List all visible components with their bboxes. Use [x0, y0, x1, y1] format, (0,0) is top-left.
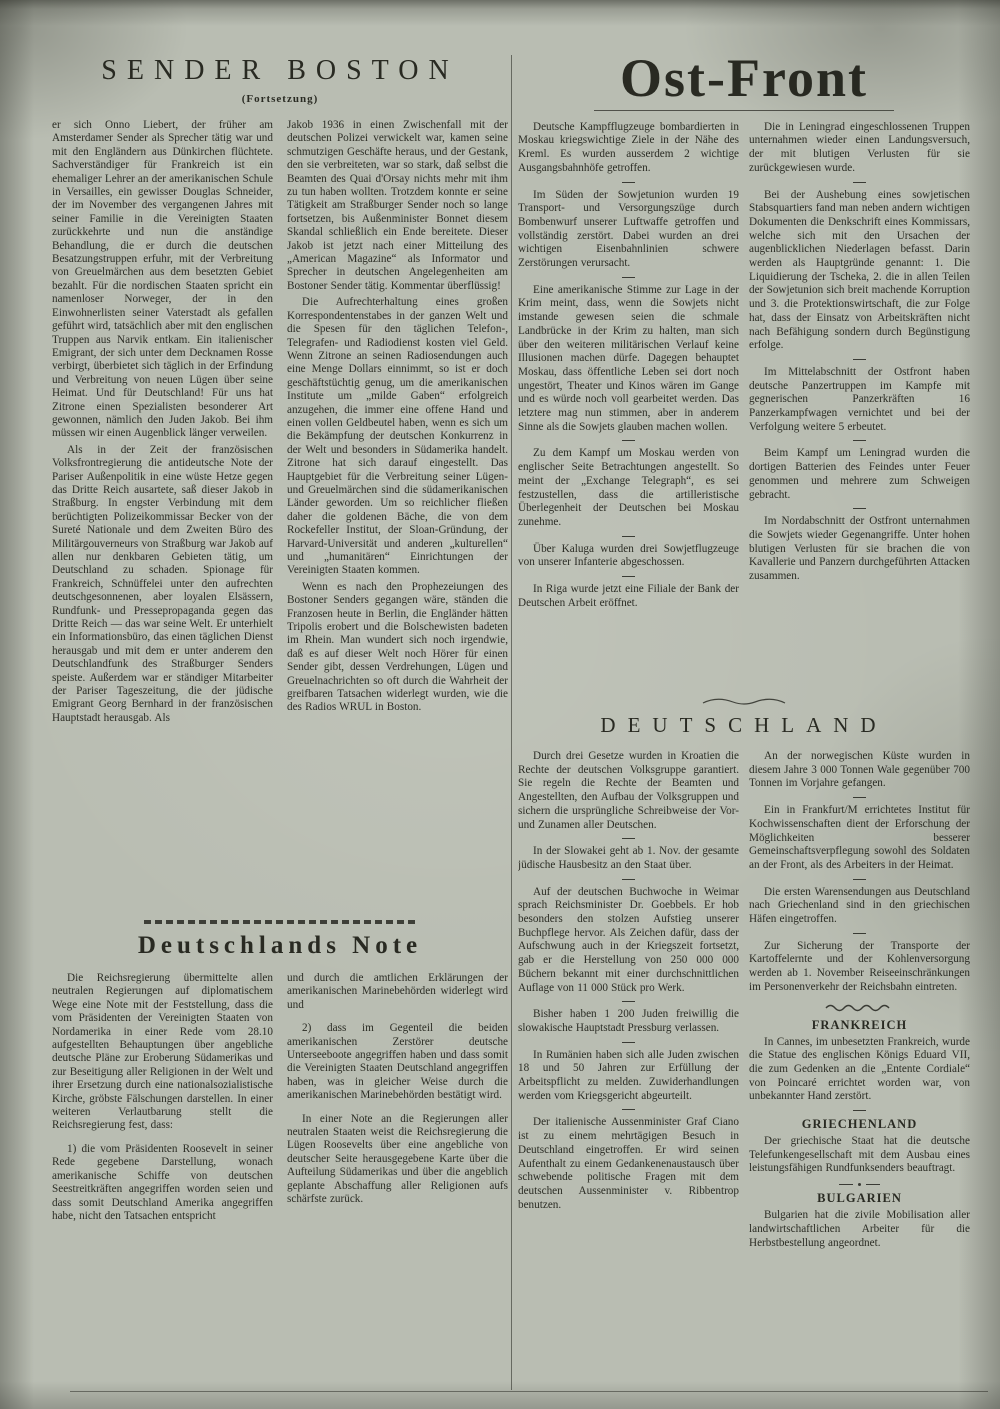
subsection-heading-frankreich: FRANKREICH: [811, 1017, 908, 1032]
article-paragraph: Die ersten Warensendungen aus Deutschland nach Griechenland sind in den griechischen Häfen eingetroffen.: [749, 885, 970, 926]
paragraph-dash-divider: [853, 508, 866, 509]
deutschlands-note-title: Deutschlands Note: [137, 932, 423, 959]
deutschland-column-2: [749, 750, 970, 1250]
article-paragraph: Deutsche Kampfflugzeuge bombardierten in Moskau kriegswichtige Ziele in der Nähe des Kreml. Es wurden ausserdem 2 wichtige Ausgangsbahnhöfe getroffen.: [518, 120, 739, 174]
article-paragraph: er sich Onno Liebert, der früher am Amsterdamer Sender als Sprecher tätig war und mit den Engländern aus Dünkirchen flüchtete. Sachverständiger für Frankreich ist ein ehemaliger Lehrer an der amerikanischen Schule in Versailles, ein gewisser Douglas Schneider, der im November des vergangenen Jahres mit seiner Familie in die Vereinigten Staaten zurückkehrte und nun die anständige Behandlung, die er durch die deutschen Besatzungstruppen erfuhr, mit der Verbreitung von Greuelmärchen aus dem besetzten Gebiet bezahlt. Für die nordischen Staaten spricht ein namenloser Norweger, der in den Einwohnerlisten seiner Vaterstadt als gefallen geführt wird, tatsächlich aber mit den englischen Truppen aus Narvik entkam. Ein italienischer Emigrant, der sich unter dem Decknamen Rosse verbirgt, überbietet sich täglich in der Erfindung und Verbreitung von neuen Lügen über seine Heimat. Und für Deutschland! Für uns hat Zitrone einen Spezialisten besonderer Art gewonnen, nämlich den Juden Jakob. Bei ihm müssen wir einen Augenblick länger verweilen.: [52, 119, 273, 440]
article-paragraph: Als in der Zeit der französischen Volksfrontregierung die antideutsche Note der Pariser Außenpolitik in eine wüste Hetze gegen das Dritte Reich ausartete, saß dieser Jakob in Straßburg. In engster Verbindung mit dem berüchtigten Polizeikommissar Becker von der Sureté Nationale und dem Zweiten Büro des Militärgouverneurs von Straßburg war Jakob auf allen nur denkbaren Gebieten tätig, um Deutschland zu schaden. Spionage für Frankreich, Schnüffelei unter den aufrechten deutschgesonnenen, aber loyalen Elsässern, Rundfunk- und Pressepropaganda gegen das Dritte Reich — das war seine Welt. Er unterhielt ein Informationsbüro, das einen täglichen Dienst herausgab und mit dem er unter anderem den Deutschlandfunk des Straßburger Senders speiste. Außerdem war er ständiger Mitarbeiter der Pariser Tageszeitung, die der jüdische Emigrant Georg Bernhard in der französischen Hauptstadt herausgab. Als: [52, 443, 273, 724]
article-paragraph: In Rumänien haben sich alle Juden zwischen 18 und 50 Jahren zur Erfüllung der Arbeitspflicht zu melden. Zuwiderhandlungen werden vom Kriegsgericht abgeurteilt.: [518, 1048, 739, 1102]
article-paragraph: Im Nordabschnitt der Ostfront unternahmen die Sowjets wieder Gegenangriffe. Unter hohen blutigen Verlusten für sie brachen die von Kavallerie und Panzern durchgeführten Attacken zusammen.: [749, 515, 970, 583]
article-paragraph: Auf der deutschen Buchwoche in Weimar sprach Reichsminister Dr. Goebbels. Er hob besonders den stolzen Aufstieg unserer Buchpflege hervor. Als Zeichen dafür, dass der Aufschwung auch in der Kriegszeit fortsetzt, gab er die Herstellung von 250 000 000 Büchern bekannt mit einer durchschnittlichen Auflage von 11 000 Stück pro Werk.: [518, 885, 739, 994]
note-column-1: [52, 972, 273, 1233]
article-paragraph: Die Reichsregierung übermittelte allen neutralen Regierungen auf diplomatischem Wege eine Note mit der Feststellung, dass die vom Präsidenten der Vereinigten Staaten von Nordamerika in einer Rede vom 28.10 aufgestellten Behauptungen über angebliche deutsche Pläne zur Eroberung Südamerikas und zur Beseitigung aller Religionen in der Welt und ihrer Ersetzung durch eine nationalsozialistische Kirche, gröbste Fälschungen darstellen. In einer weiteren Verlautbarung stellt die Reichsregierung fest, dass:: [52, 972, 273, 1132]
article-paragraph: In der Slowakei geht ab 1. Nov. der gesamte jüdische Hausbesitz an den Staat über.: [518, 845, 739, 871]
title-underline-rule: [594, 110, 894, 111]
article-paragraph: Im Mittelabschnitt der Ostfront haben deutsche Panzertruppen im Kampfe mit gegnerischen Panzerkräften 16 Panzerkampfwagen vernichtet und bei der Verfolgung weitere 5 erbeutet.: [749, 365, 970, 433]
article-paragraph: Die Aufrechterhaltung eines großen Korrespondentenstabes in der ganzen Welt und die Spesen für den täglichen Telefon-, Telegrafen- und Radiodienst kosten viel Geld. Wenn Zitrone an seinen Radiosendungen auch eine Menge Dollars einnimmt, so ist er doch geschäftstüchtig genug, um die amerikanischen Institute um „milde Gaben“ erfolgreich anzugehen, die immer eine offene Hand und einen vollen Geldbeutel haben, wenn es sich um die Bekämpfung der deutschen Konkurrenz in der Welt und besonders in Südamerika handelt. Zitrone hat sich darauf eingestellt. Das Hauptgebiet für die Verbreitung seiner Lügen- und Greuelmärchen sind die südamerikanischen Länder geworden. Um so reichlicher fließen daher die goldenen Bäche, die von dem Rockefeller Institut, der Sloan-Gründung, der Harvard-Universität und anderen „kulturellen“ und „humanitären“ Einrichtungen der Vereinigten Staaten kommen.: [287, 296, 508, 577]
article-paragraph: Bulgarien hat die zivile Mobilisation aller landwirtschaftlichen Arbeiter für die Herbstbestellung angeordnet.: [749, 1209, 970, 1249]
article-paragraph: Wenn es nach den Prophezeiungen des Bostoner Senders gegangen wäre, ständen die Franzosen heute in Berlin, die Engländer hätten Tripolis erobert und die Bolschewisten badeten im Rhein. Man wundert sich noch irgendwie, daß es auf dieser Welt noch Hörer für einen Sender gibt, dessen Verdrehungen, Lügen und Greuelnachrichten so oft durch die Wahrheit der greifbaren Tatsachen widerlegt wurden, wie die des Radios WRUL in Boston.: [287, 580, 508, 714]
wave-divider: [824, 1003, 896, 1013]
ostfront-title: Ost-Front: [620, 50, 868, 108]
article-paragraph: Der italienische Aussenminister Graf Ciano ist zu einem mehrtägigen Besuch in Deutschland eingetroffen. Er wird seinen Aufenthalt zu einem Gedankenenaustausch über schwebende politische Fragen mit dem deutschen Aussenminister v. Ribbentrop benutzen.: [518, 1116, 739, 1211]
paragraph-dash-divider: [622, 182, 635, 183]
paragraph-dash-divider: [622, 1001, 635, 1002]
sender-boston-title: SENDER BOSTON: [101, 55, 459, 86]
paragraph-dash-divider: [622, 838, 635, 839]
article-paragraph: Ein in Frankfurt/M errichtetes Institut für Kochwissenschaften dient der Erforschung der Möglichkeiten besserer Gemeinschaftsverpflegung sowohl des Soldaten an der Front, als des Arbeiters in der Heimat.: [749, 804, 970, 871]
subsection-heading-bulgarien: BULGARIEN: [817, 1191, 902, 1206]
paragraph-dash-divider: [622, 440, 635, 441]
article-paragraph: Zu dem Kampf um Moskau werden von englischer Seite Betrachtungen angestellt. So meint der „Exchange Telegraph“, es sei festzustellen, dass die artilleristische Überlegenheit der Deutschen bei Moskau zunehme.: [518, 447, 739, 528]
article-paragraph: 2) dass im Gegenteil die beiden amerikanischen Zerstörer deutsche Unterseeboote angegriffen haben und dass somit die Vereinigten Staaten Deutschland angegriffen haben, was in gleicher Weise durch die amerikanischen Marinebehörden bestätigt wird.: [287, 1022, 508, 1102]
paragraph-dash-divider: [853, 879, 866, 880]
paragraph-dash-divider: [622, 1109, 635, 1110]
article-paragraph: An der norwegischen Küste wurden in diesem Jahre 3 000 Tonnen Wale gegenüber 700 Tonnen im Vorjahre gefangen.: [749, 750, 970, 790]
ostfront-column-2: [749, 121, 970, 611]
article-paragraph: Bei der Aushebung eines sowjetischen Stabsquartiers fand man neben andern wichtigen Dokumenten die Denkschrift eines Kommissars, welche sich mit den Ursachen der augenblicklichen Niederlagen befasst. Darin werden als Hauptgründe genannt: 1. Die Liquidierung der Tscheka, 2. die in allen Teilen der Sowjetunion sich breit machende Korruption und 3. die Protektionswirtschaft, die zur Folge hat, dass der Einsatz von Arbeitskräften nicht nach Befähigung sondern durch Begünstigung erfolge.: [749, 188, 970, 352]
paragraph-dash-divider: [853, 440, 866, 441]
article-paragraph: Der griechische Staat hat die deutsche Telefunkengesellschaft mit dem Ausbau eines leistungsfähigen Rundfunksenders beauftragt.: [749, 1135, 970, 1175]
flourish-divider: [699, 695, 789, 709]
sender-column-2: [287, 119, 508, 728]
deutschland-title: DEUTSCHLAND: [600, 713, 888, 737]
paragraph-dash-divider: [622, 1042, 635, 1043]
divider-line: [866, 1184, 880, 1185]
paragraph-dash-divider: [622, 879, 635, 880]
article-paragraph: Im Süden der Sowjetunion wurden 19 Transport- und Versorgungszüge durch Bombenwurf unserer Luftwaffe getroffen und vollständig zerstört. Dabei wurden an drei wichtigen Eisenbahnlinien schwere Zerstörungen verursacht.: [518, 188, 739, 270]
deutschland-column-1: [518, 750, 739, 1250]
paragraph-dash-divider: [853, 1110, 866, 1111]
article-paragraph: In einer Note an die Regierungen aller neutralen Staaten weist die Reichsregierung die Lügen Roosevelts über eine angebliche von deutscher Seite herausgegebene Karte über die Aufteilung Südamerikas und über die angeblich geplante Abschaffung aller Religionen aufs schärfste zurück.: [287, 1112, 508, 1206]
article-paragraph: Bisher haben 1 200 Juden freiwillig die slowakische Hauptstadt Pressburg verlassen.: [518, 1008, 739, 1034]
center-column-divider: [511, 55, 512, 1390]
paragraph-dash-divider: [853, 933, 866, 934]
article-paragraph: 1) die vom Präsidenten Roosevelt in seiner Rede gegebene Darstellung, wonach amerikanische Schiffe von deutschen Seestreitkräften angegriffen worden seien und dass somit Deutschland Amerika angegriffen habe, nicht den Tatsachen entspricht: [52, 1142, 273, 1222]
article-paragraph: und durch die amtlichen Erklärungen der amerikanischen Marinebehörden widerlegt wird und: [287, 972, 508, 1011]
paragraph-dash-divider: [853, 182, 866, 183]
article-paragraph: Durch drei Gesetze wurden in Kroatien die Rechte der deutschen Volksgruppe garantiert. Sie regeln die Rechte der Beamten und Angestellten, den Aufbau der Volksgruppen und sichern die ursprüngliche Schreibweise der Vor- und Zunamen aller Deutschen.: [518, 750, 739, 831]
note-column-2: [287, 972, 508, 1233]
divider-dot: [858, 1183, 861, 1186]
ostfront-column-1: [518, 121, 739, 611]
paragraph-dash-divider: [622, 277, 635, 278]
deutschland-section: [518, 695, 970, 1395]
sender-boston-section: [52, 55, 508, 915]
article-paragraph: Jakob 1936 in einen Zwischenfall mit der deutschen Polizei verwickelt war, kamen seine schmutzigen Geschäfte heraus, und der Gestank, den sie verbreiteten, war so stark, daß selbst die Beamten des Quai d'Orsay nichts mehr mit ihm zu tun haben wollten. Trotzdem konnte er seine Tätigkeit am Straßburger Sender noch so lange fortsetzen, bis Außenminister Bonnet diesem Skandal schließlich ein Ende bereitete. Dieser Jakob ist jetzt nach einer Mitteilung des „American Magazine“ als Informator und Sprecher in deutschen Angelegenheiten am Bostoner Sender tätig. Kommentar überflüssig!: [287, 119, 508, 292]
paragraph-dash-divider: [622, 576, 635, 577]
sender-column-1: [52, 119, 273, 728]
sender-boston-subtitle: (Fortsetzung): [241, 93, 319, 105]
article-paragraph: Über Kaluga wurden drei Sowjetflugzeuge von unserer Infanterie abgeschossen.: [518, 542, 739, 569]
divider-line: [839, 1184, 853, 1185]
article-paragraph: Die in Leningrad eingeschlossenen Truppen unternahmen wieder einen Landungsversuch, der mit blutigen Verlusten für sie zurückgewiesen wurde.: [749, 120, 970, 174]
article-paragraph: Zur Sicherung der Transporte der Kartoffelernte und der Kohlenversorgung werden ab 1. November Reiseeinschränkungen im Personenverkehr der Reichsbahn eintreten.: [749, 939, 970, 993]
paragraph-dash-divider: [853, 797, 866, 798]
article-paragraph: Beim Kampf um Leningrad wurden die dortigen Batterien des Feindes unter Feuer genommen und mehrere zum Schweigen gebracht.: [749, 447, 970, 501]
ostfront-section: [518, 50, 970, 693]
paragraph-dash-divider: [622, 536, 635, 537]
dash-dot-divider: [749, 1183, 970, 1186]
subsection-heading-griechenland: GRIECHENLAND: [801, 1117, 918, 1132]
article-paragraph: Eine amerikanische Stimme zur Lage in der Krim meint, dass, wenn die Sowjets nicht imstande gewesen seien die schmale Landbrücke in der Krim zu halten, man sich über den weiteren militärischen Verlauf keine Illusionen machen dürfe. Dagegen behauptet Moskau, dass öffentliche Leben sei dort noch ungestört, Theater und Kinos wären im Gange und es würde noch voll gearbeitet werden. Das letztere mag nun stimmen, aber in anderem Sinne als die Sowjets glauben machen wollen.: [518, 283, 739, 433]
deutschlands-note-section: [52, 918, 508, 1396]
article-paragraph: In Cannes, im unbesetzten Frankreich, wurde die Statue des englischen Königs Eduard VII, die zum Gedenken an die „Entente Cordiale“ von Poincaré errichtet worden war, von unbekannter Hand zerstört.: [749, 1035, 970, 1103]
article-paragraph: In Riga wurde jetzt eine Filiale der Bank der Deutschen Arbeit eröffnet.: [518, 583, 739, 609]
bead-rule-divider: [144, 920, 416, 924]
paragraph-dash-divider: [853, 359, 866, 360]
